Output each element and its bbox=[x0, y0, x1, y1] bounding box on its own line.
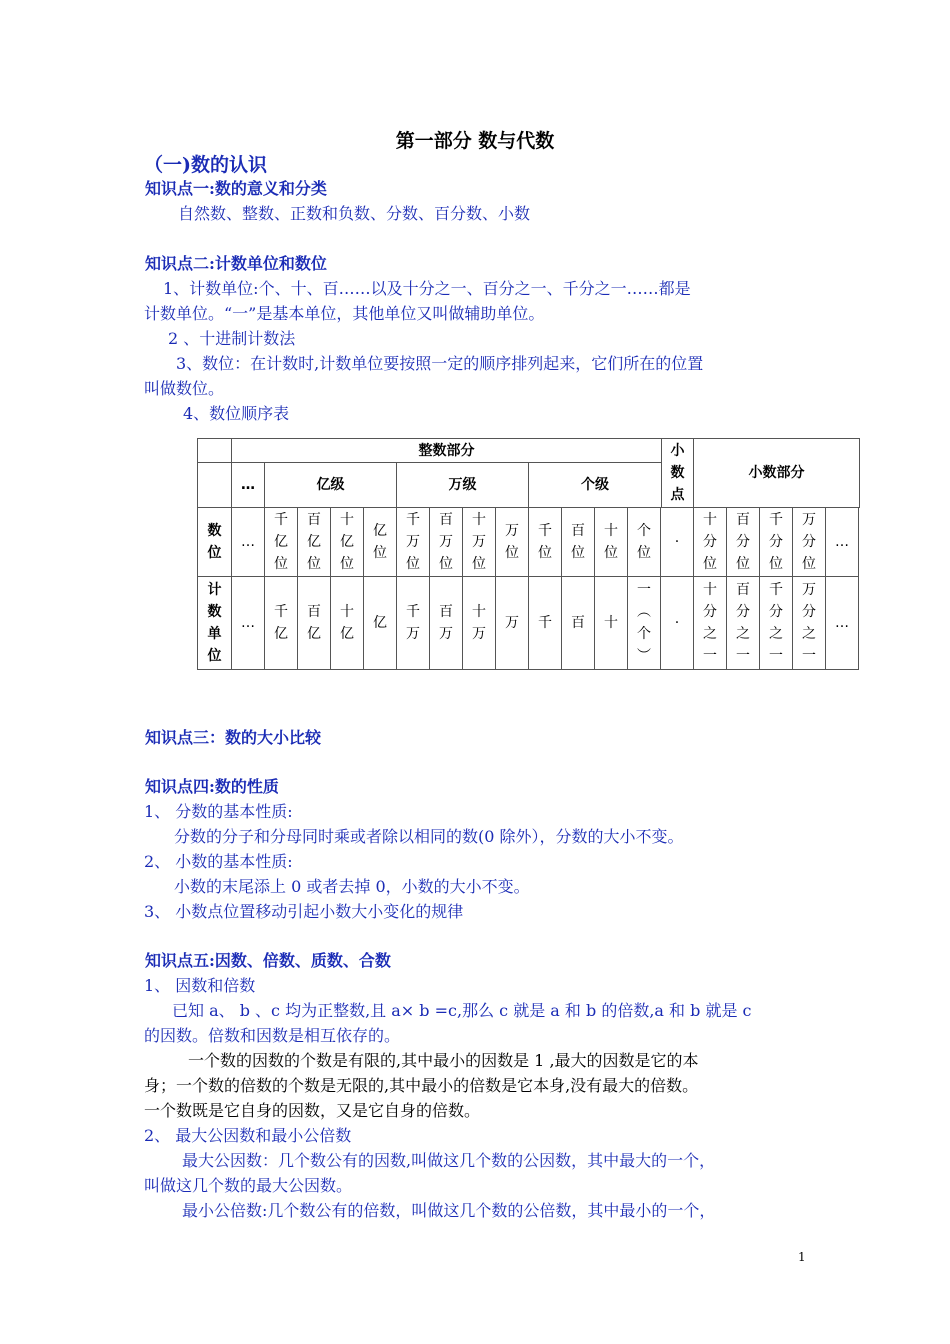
kp4-item2: 2、 小数的基本性质: bbox=[144, 852, 293, 871]
kp5-p3-line2: 叫做这几个数的最大公因数。 bbox=[144, 1176, 353, 1195]
kp5-p1-line2: 的因数。倍数和因数是相互依存的。 bbox=[144, 1026, 401, 1045]
kp5-item2: 2、 最大公因数和最小公倍数 bbox=[144, 1126, 352, 1145]
kp2-p4: 4、数位顺序表 bbox=[183, 404, 290, 423]
kp2-heading: 知识点二:计数单位和数位 bbox=[145, 254, 327, 273]
place-cell: · bbox=[660, 507, 694, 577]
kp5-item1: 1、 因数和倍数 bbox=[144, 976, 256, 995]
unit-cell: 百 分 之 一 bbox=[726, 576, 760, 670]
row-label-unit: 计 数 单 位 bbox=[197, 576, 232, 670]
unit-cell: · bbox=[660, 576, 694, 670]
unit-cell: 百 亿 bbox=[297, 576, 331, 670]
kp4-item1-text: 分数的分子和分母同时乘或者除以相同的数(0 除外），分数的大小不变。 bbox=[174, 827, 684, 846]
place-cell: 千 万 位 bbox=[396, 507, 430, 577]
place-value-table bbox=[197, 438, 860, 670]
unit-cell: 一 ︵ 个 ︶ bbox=[627, 576, 661, 670]
unit-cell: 百 bbox=[561, 576, 595, 670]
group-yi: 亿级 bbox=[264, 462, 397, 508]
place-cell: 百 亿 位 bbox=[297, 507, 331, 577]
unit-cell: … bbox=[231, 576, 265, 670]
unit-cell: 十 bbox=[594, 576, 628, 670]
kp3-heading: 知识点三：数的大小比较 bbox=[145, 728, 322, 747]
table-corner-cell bbox=[197, 438, 232, 463]
unit-cell: … bbox=[825, 576, 859, 670]
section-heading: （一)数的认识 bbox=[144, 154, 267, 176]
unit-cell: 十 分 之 一 bbox=[693, 576, 727, 670]
kp1-text: 自然数、整数、正数和负数、分数、百分数、小数 bbox=[178, 204, 531, 223]
table-label-cell bbox=[197, 462, 232, 508]
kp5-p2-line3: 一个数既是它自身的因数，又是它自身的倍数。 bbox=[144, 1101, 481, 1120]
decimal-point-header: 小 数 点 bbox=[661, 438, 694, 508]
place-cell: 百 万 位 bbox=[429, 507, 463, 577]
place-cell: 千 亿 位 bbox=[264, 507, 298, 577]
kp5-p2-line2: 身；一个数的倍数的个数是无限的,其中最小的倍数是它本身,没有最大的倍数。 bbox=[144, 1076, 699, 1095]
row-label-place: 数 位 bbox=[197, 507, 232, 577]
integer-part-header: 整数部分 bbox=[231, 438, 662, 463]
kp2-p1-line2: 计数单位。“一”是基本单位，其他单位又叫做辅助单位。 bbox=[144, 304, 545, 323]
kp2-p2: 2 、十进制计数法 bbox=[168, 329, 296, 348]
unit-cell: 千 亿 bbox=[264, 576, 298, 670]
place-cell: 百 位 bbox=[561, 507, 595, 577]
kp5-heading: 知识点五:因数、倍数、质数、合数 bbox=[145, 951, 391, 970]
place-cell: 十 亿 位 bbox=[330, 507, 364, 577]
place-cell: 千 位 bbox=[528, 507, 562, 577]
kp2-p3-line1: 3、数位：在计数时,计数单位要按照一定的顺序排列起来，它们所在的位置 bbox=[176, 354, 704, 373]
unit-cell: 百 万 bbox=[429, 576, 463, 670]
kp5-p2-line1: 一个数的因数的个数是有限的,其中最小的因数是 1 ,最大的因数是它的本 bbox=[188, 1051, 699, 1070]
kp4-item3: 3、 小数点位置移动引起小数大小变化的规律 bbox=[144, 902, 464, 921]
unit-cell: 十 亿 bbox=[330, 576, 364, 670]
kp4-heading: 知识点四:数的性质 bbox=[145, 777, 279, 796]
place-cell: … bbox=[231, 507, 265, 577]
unit-cell: 千 万 bbox=[396, 576, 430, 670]
place-cell: 亿 位 bbox=[363, 507, 397, 577]
kp4-item1: 1、 分数的基本性质: bbox=[144, 802, 293, 821]
place-cell: 万 分 位 bbox=[792, 507, 826, 577]
place-cell: 十 分 位 bbox=[693, 507, 727, 577]
kp1-heading: 知识点一:数的意义和分类 bbox=[145, 179, 327, 198]
kp4-item2-text: 小数的末尾添上 0 或者去掉 0，小数的大小不变。 bbox=[174, 877, 530, 896]
place-cell: … bbox=[825, 507, 859, 577]
kp5-p1-line1: 已知 a、 b 、c 均为正整数,且 a× b =c,那么 c 就是 a 和 b 的倍数,a 和 b 就是 c bbox=[172, 1001, 752, 1020]
kp2-p3-line2: 叫做数位。 bbox=[144, 379, 225, 398]
place-cell: 十 位 bbox=[594, 507, 628, 577]
group-wan: 万级 bbox=[396, 462, 529, 508]
place-cell: 十 万 位 bbox=[462, 507, 496, 577]
place-cell: 万 位 bbox=[495, 507, 529, 577]
kp2-p1-line1: 1、计数单位:个、十、百……以及十分之一、百分之一、千分之一……都是 bbox=[163, 279, 691, 298]
place-cell: 个 位 bbox=[627, 507, 661, 577]
unit-cell: 万 bbox=[495, 576, 529, 670]
place-cell: 百 分 位 bbox=[726, 507, 760, 577]
group-ellipsis: … bbox=[231, 462, 265, 508]
kp5-p4-line1: 最小公倍数:几个数公有的倍数，叫做这几个数的公倍数，其中最小的一个， bbox=[182, 1201, 716, 1220]
place-cell: 千 分 位 bbox=[759, 507, 793, 577]
unit-cell: 千 分 之 一 bbox=[759, 576, 793, 670]
unit-cell: 万 分 之 一 bbox=[792, 576, 826, 670]
unit-cell: 亿 bbox=[363, 576, 397, 670]
decimal-part-header: 小数部分 bbox=[693, 438, 860, 508]
unit-cell: 千 bbox=[528, 576, 562, 670]
kp5-p3-line1: 最大公因数：几个数公有的因数,叫做这几个数的公因数，其中最大的一个， bbox=[182, 1151, 716, 1170]
group-ge: 个级 bbox=[528, 462, 662, 508]
unit-cell: 十 万 bbox=[462, 576, 496, 670]
page-number: 1 bbox=[798, 1250, 806, 1264]
page-title: 第一部分 数与代数 bbox=[395, 130, 555, 152]
